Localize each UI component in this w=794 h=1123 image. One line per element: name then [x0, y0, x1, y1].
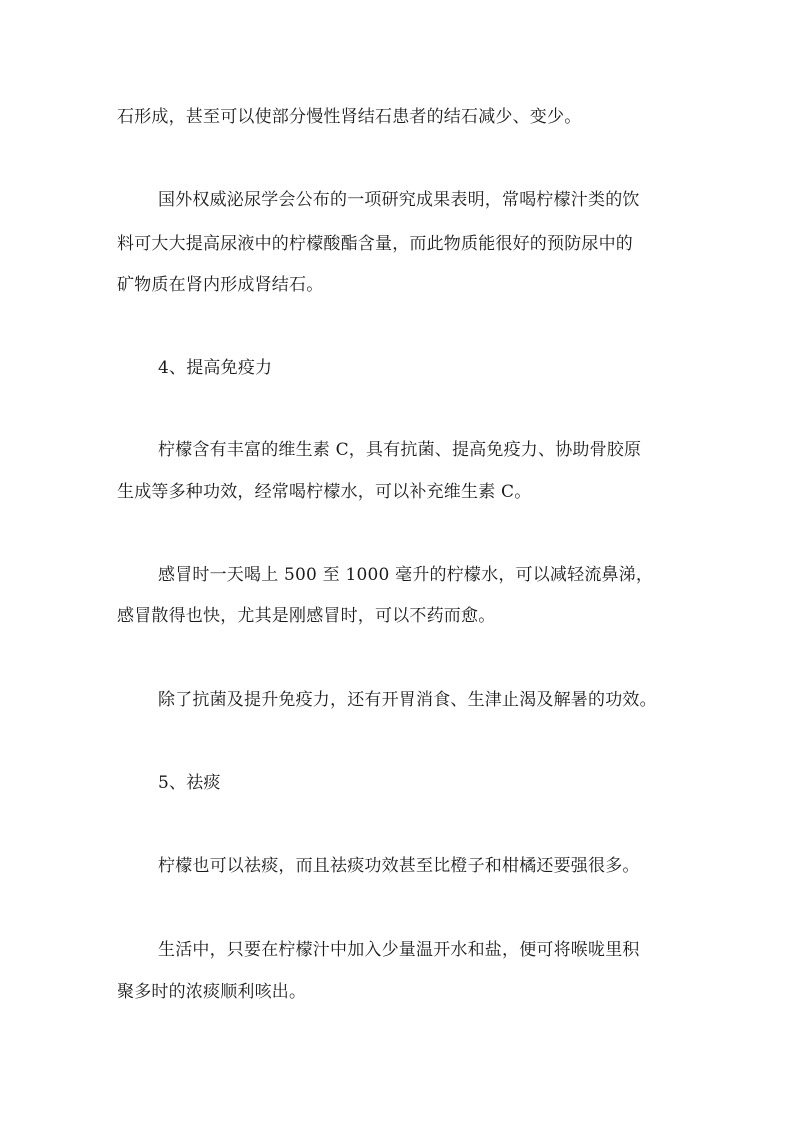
section-heading: 5、祛痰: [158, 773, 221, 793]
paragraph-line: 石形成，甚至可以使部分慢性肾结石患者的结石减少、变少。: [117, 107, 582, 127]
paragraph-line: 柠檬含有丰富的维生素 C，具有抗菌、提高免疫力、协助骨胶原: [158, 440, 642, 460]
paragraph-line: 感冒散得也快，尤其是刚感冒时，可以不药而愈。: [117, 606, 496, 626]
paragraph-line: 柠檬也可以祛痰，而且祛痰功效甚至比橙子和柑橘还要强很多。: [158, 856, 640, 876]
paragraph-line: 生成等多种功效，经常喝柠檬水，可以补充维生素 C。: [117, 482, 532, 502]
paragraph-line: 除了抗菌及提升免疫力，还有开胃消食、生津止渴及解暑的功效。: [158, 690, 657, 710]
paragraph-line: 聚多时的浓痰顺利咳出。: [117, 982, 307, 1002]
section-heading: 4、提高免疫力: [158, 358, 273, 378]
paragraph-line: 生活中，只要在柠檬汁中加入少量温开水和盐，便可将喉咙里积: [158, 940, 640, 960]
paragraph-line: 料可大大提高尿液中的柠檬酸酯含量，而此物质能很好的预防尿中的: [117, 234, 633, 254]
paragraph-line: 感冒时一天喝上 500 至 1000 毫升的柠檬水，可以减轻流鼻涕，: [158, 565, 654, 585]
paragraph-line: 矿物质在肾内形成肾结石。: [117, 275, 324, 295]
paragraph-line: 国外权威泌尿学会公布的一项研究成果表明，常喝柠檬汁类的饮: [158, 190, 640, 210]
